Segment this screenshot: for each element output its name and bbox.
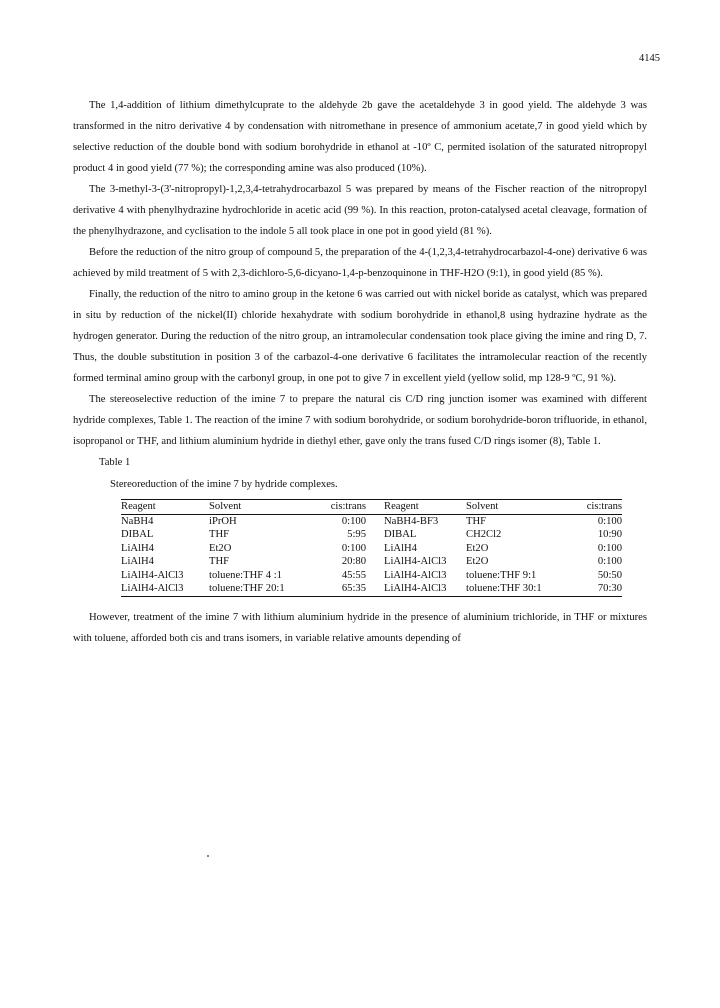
- table-cell: DIBAL: [121, 529, 154, 540]
- table-cell: 0:100: [341, 515, 366, 527]
- table-row: [121, 555, 622, 569]
- table-cell: 65:35: [302, 582, 384, 596]
- header-reagent: Reagent: [121, 500, 209, 515]
- table-cell: Et2O: [209, 542, 232, 554]
- stereoreduction-table: [121, 499, 622, 597]
- table-cell: 0:100: [597, 515, 622, 527]
- table-row: [121, 514, 622, 528]
- table-cell: CH2Cl2: [466, 529, 502, 540]
- header-solvent: Solvent: [209, 500, 302, 515]
- table-cell: 0:100: [597, 542, 622, 554]
- header-cis-trans: cis:trans: [302, 500, 384, 515]
- table-cell: 50:50: [597, 569, 622, 581]
- table-cell: 10:90: [597, 529, 622, 540]
- paragraph-2: The 3-methyl-3-(3'-nitropropyl)-1,2,3,4-tetrahydrocarbazol 5 was prepared by means of the Fischer reaction of the nitropropyl derivative 4 with phenylhydrazine hydrochloride in acetic acid (99 %). In this reaction, proton-catalysed acetal cleavage, formation of the phenylhydrazone, and cyclisation to the indole 5 all took place in one pot in good yield (81 %).: [73, 184, 647, 237]
- table-cell: toluene:THF 20:1: [209, 582, 302, 596]
- table-cell: LiAlH4-AlCl3: [384, 569, 447, 581]
- table-cell: 45:55: [341, 569, 366, 581]
- table-row: [121, 542, 622, 556]
- table-cell: LiAlH4-AlCl3: [121, 582, 209, 596]
- table-cell: LiAlH4-AlCl3: [384, 556, 447, 567]
- table-cell: NaBH4: [121, 515, 154, 527]
- table-cell: 5:95: [347, 529, 366, 540]
- table-cell: LiAlH4: [121, 556, 154, 567]
- page-number: 4145: [639, 53, 660, 64]
- table-row: [121, 528, 622, 542]
- table-cell: 0:100: [597, 556, 622, 567]
- table-cell: DIBAL: [384, 529, 417, 540]
- paragraph-3: Before the reduction of the nitro group of compound 5, the preparation of the 4-(1,2,3,4-tetrahydrocarbazol-4-one) derivative 6 was achieved by mild treatment of 5 with 2,3-dichloro-5,6-dicyano-1,4-p-benzoquinone in THF-H2O (9:1), in good yield (85 %).: [73, 247, 647, 279]
- paragraph-4: Finally, the reduction of the nitro to amino group in the ketone 6 was carried out with nickel boride as catalyst, which was prepared in situ by reduction of the nickel(II) chloride hexahydrate with sodium borohydride in ethanol,8 using hydrazine hydrate as the hydrogen generator. During the reduction of the nitro group, an intramolecular condensation took place giving the imine and ring D, 7. Thus, the double substitution in position 3 of the carbazol-4-one derivative 6 facilitates the intramolecular reaction of the recently formed terminal amino group with the carbonyl group, in one pot to give 7 in excellent yield (yellow solid, mp 128-9 ºC, 91 %).: [73, 289, 647, 384]
- body-text: [73, 95, 647, 649]
- scan-speck: [207, 855, 209, 857]
- table-caption: Stereoreduction of the imine 7 by hydride complexes.: [110, 479, 338, 490]
- paragraph-1: The 1,4-addition of lithium dimethylcuprate to the aldehyde 2b gave the acetaldehyde 3 in good yield. The aldehyde 3 was transformed in the nitro derivative 4 by condensation with nitromethane in presence of ammonium acetate,7 in good yield which by selective reduction of the double bond with sodium borohydride in ethanol at -10º C, permited isolation of the saturated nitropropyl product 4 in good yield (77 %); the corresponding amine was also produced (10%).: [73, 100, 647, 174]
- table-cell: LiAlH4-AlCl3: [121, 569, 184, 581]
- table-cell: 0:100: [341, 542, 366, 554]
- header-cis-trans-2: cis:trans: [556, 500, 622, 515]
- table-cell: THF: [209, 529, 230, 540]
- table-cell: Et2O: [466, 556, 489, 567]
- table-cell: toluene:THF 30:1: [466, 582, 556, 596]
- table-cell: 70:30: [556, 582, 622, 596]
- table-cell: toluene:THF 9:1: [466, 569, 537, 581]
- table-header-row: [121, 500, 622, 515]
- table-row: [121, 569, 622, 583]
- table-cell: THF: [466, 515, 487, 527]
- table-cell: 20:80: [341, 556, 366, 567]
- table-cell: NaBH4-BF3: [384, 515, 439, 527]
- table-cell: toluene:THF 4 :1: [209, 569, 282, 581]
- header-solvent-2: Solvent: [466, 500, 556, 515]
- table-row: [121, 582, 622, 596]
- paragraph-6: However, treatment of the imine 7 with lithium aluminium hydride in the presence of aluminium trichloride, in THF or mixtures with toluene, afforded both cis and trans isomers, in variable relative amounts depending of: [73, 611, 647, 644]
- table-cell: LiAlH4: [121, 542, 154, 554]
- table-label: Table 1: [99, 457, 131, 468]
- table-cell: iPrOH: [209, 515, 237, 527]
- table-cell: LiAlH4: [384, 542, 417, 554]
- table-cell: LiAlH4-AlCl3: [384, 582, 466, 596]
- table-cell: THF: [209, 556, 230, 567]
- paragraph-5: The stereoselective reduction of the imine 7 to prepare the natural cis C/D ring junction isomer was examined with different hydride complexes, Table 1. The reaction of the imine 7 with sodium borohydride, or sodium borohydride-boron trifluoride, in ethanol, isopropanol or THF, and lithium aluminium hydride in diethyl ether, gave only the trans fused C/D rings isomer (8), Table 1.: [73, 394, 647, 447]
- table-cell: Et2O: [466, 542, 489, 554]
- header-reagent-2: Reagent: [384, 500, 466, 515]
